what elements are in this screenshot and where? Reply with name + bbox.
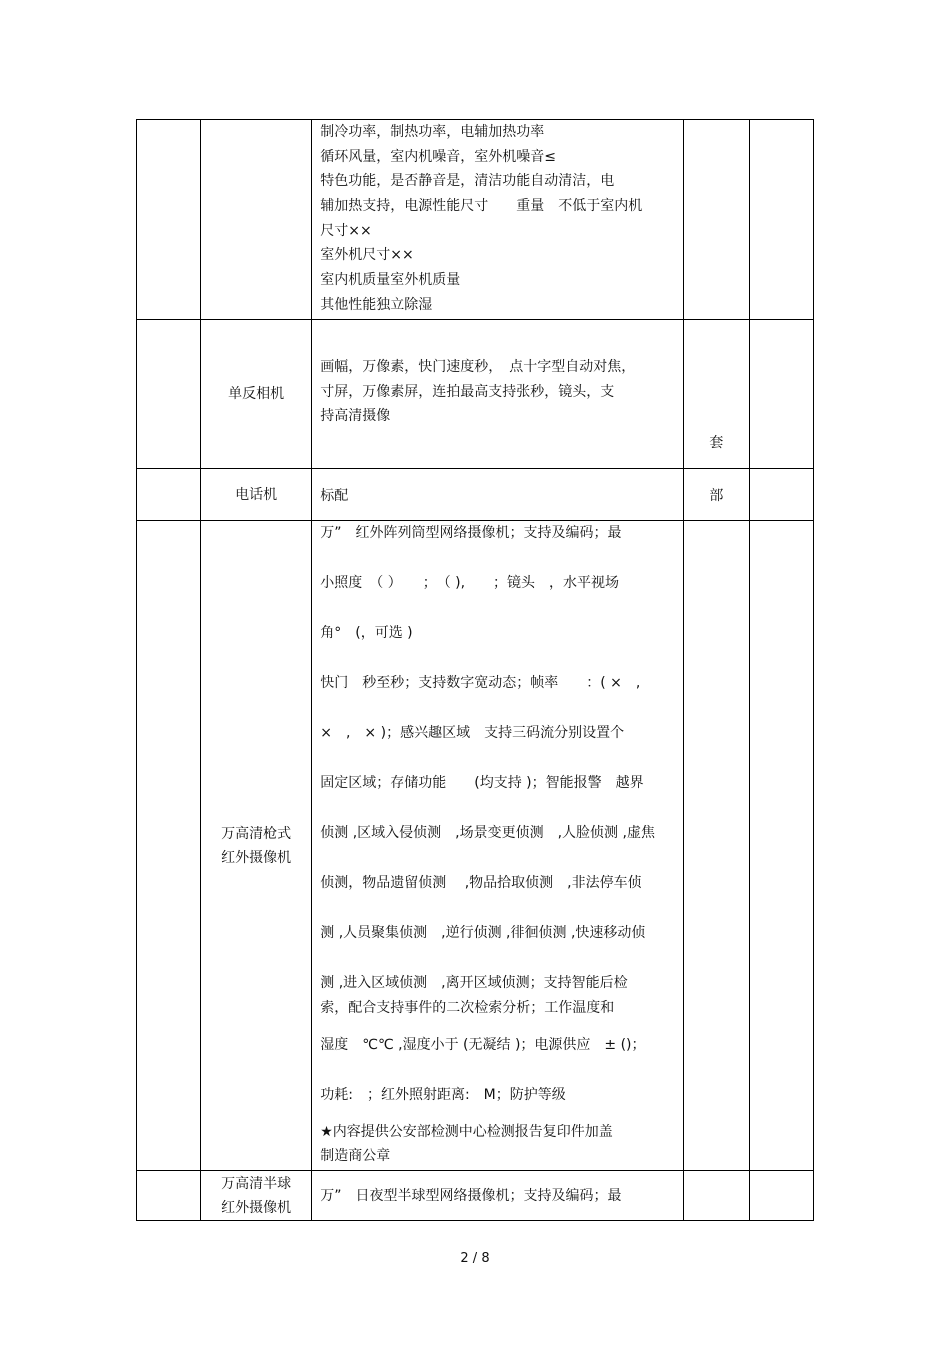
item-name-line: 红外摄像机 (221, 1199, 292, 1216)
cell-specification (312, 320, 684, 469)
spec-line: 室内机质量室外机质量 (320, 272, 461, 289)
spec-line: × , × )；感兴趣区域 支持三码流分别设置个 (320, 725, 625, 741)
table-row-dome-camera (137, 1171, 814, 1221)
cell-item-name: 单反相机 (201, 320, 312, 469)
cell-unit: 部 (683, 469, 749, 521)
spec-line: 万” 红外阵列筒型网络摄像机；支持及编码；最 (320, 525, 622, 541)
spec-line: 测 ,进入区域侦测 ,离开区域侦测；支持智能后检 (320, 975, 628, 991)
table-row-dslr (137, 320, 814, 469)
item-name-line: 万高清半球 (221, 1175, 292, 1192)
cell-quantity (749, 521, 813, 1171)
spec-line: 尺寸×× (320, 222, 372, 239)
cell-unit (683, 120, 749, 320)
cell-quantity (749, 469, 813, 521)
cell-index (137, 469, 201, 521)
spec-line: 快门 秒至秒；支持数字宽动态；帧率 ：( × , (320, 675, 641, 691)
cell-item-name: 电话机 (201, 469, 312, 521)
cell-unit (683, 1171, 749, 1221)
table-row-aircon (137, 120, 814, 320)
cell-specification: 标配 (312, 469, 684, 521)
item-name-line: 红外摄像机 (221, 849, 292, 866)
spec-line: 侦测，物品遗留侦测 ,物品拾取侦测 ,非法停车侦 (320, 875, 642, 891)
cell-specification (312, 120, 684, 320)
cell-index (137, 120, 201, 320)
item-name-line: 万高清枪式 (221, 825, 292, 842)
cell-quantity (749, 1171, 813, 1221)
spec-line: 功耗: ；红外照射距离: M；防护等级 (320, 1086, 566, 1103)
cell-index (137, 320, 201, 469)
spec-line: 其他性能独立除湿 (320, 296, 433, 313)
spec-line: 侦测 ,区域入侵侦测 ,场景变更侦测 ,人脸侦测 ,虚焦 (320, 825, 655, 841)
spec-line: 万” 日夜型半球型网络摄像机；支持及编码；最 (320, 1187, 622, 1204)
cell-specification (312, 1171, 684, 1221)
spec-line: 测 ,人员聚集侦测 ,逆行侦测 ,徘徊侦测 ,快速移动侦 (320, 925, 646, 941)
cell-quantity (749, 120, 813, 320)
cell-index (137, 1171, 201, 1221)
spec-line: 画幅，万像素，快门速度秒， 点十字型自动对焦， (320, 359, 636, 375)
cell-specification (312, 521, 684, 1171)
spec-line: 特色功能，是否静音是，清洁功能自动清洁，电 (320, 173, 615, 190)
cell-item-name (201, 521, 312, 1171)
page-number: 2 / 8 (460, 1251, 490, 1266)
spec-line: ★内容提供公安部检测中心检测报告复印件加盖 (320, 1123, 613, 1140)
table-row-bullet-camera (137, 521, 814, 1171)
spec-line: 固定区域；存储功能 (均支持 )；智能报警 越界 (320, 775, 644, 791)
cell-unit (683, 521, 749, 1171)
spec-line: 制造商公章 (320, 1148, 391, 1164)
spec-line: 角° (，可选 ) (320, 625, 413, 641)
spec-line: 索，配合支持事件的二次检索分析；工作温度和 (320, 999, 615, 1016)
spec-line: 循环风量，室内机噪音，室外机噪音≤ (320, 148, 556, 165)
spec-line: 湿度 ℃℃ ,湿度小于 (无凝结 )；电源供应 ± ()； (320, 1036, 646, 1053)
spec-table (136, 119, 814, 1221)
spec-line: 辅加热支持，电源性能尺寸 重量 不低于室内机 (320, 198, 643, 215)
spec-line: 室外机尺寸×× (320, 247, 414, 264)
cell-quantity (749, 320, 813, 469)
cell-index (137, 521, 201, 1171)
table-row-phone (137, 469, 814, 521)
spec-line: 制冷功率，制热功率，电辅加热功率 (320, 124, 545, 140)
spec-line: 小照度 （ ） ； （ ), ；镜头 ，水平视场 (320, 575, 620, 591)
cell-unit: 套 (683, 320, 749, 469)
spec-line: 持高清摄像 (320, 408, 391, 424)
cell-item-name (201, 1171, 312, 1221)
cell-item-name (201, 120, 312, 320)
spec-line: 寸屏，万像素屏，连拍最高支持张秒，镜头，支 (320, 383, 615, 400)
